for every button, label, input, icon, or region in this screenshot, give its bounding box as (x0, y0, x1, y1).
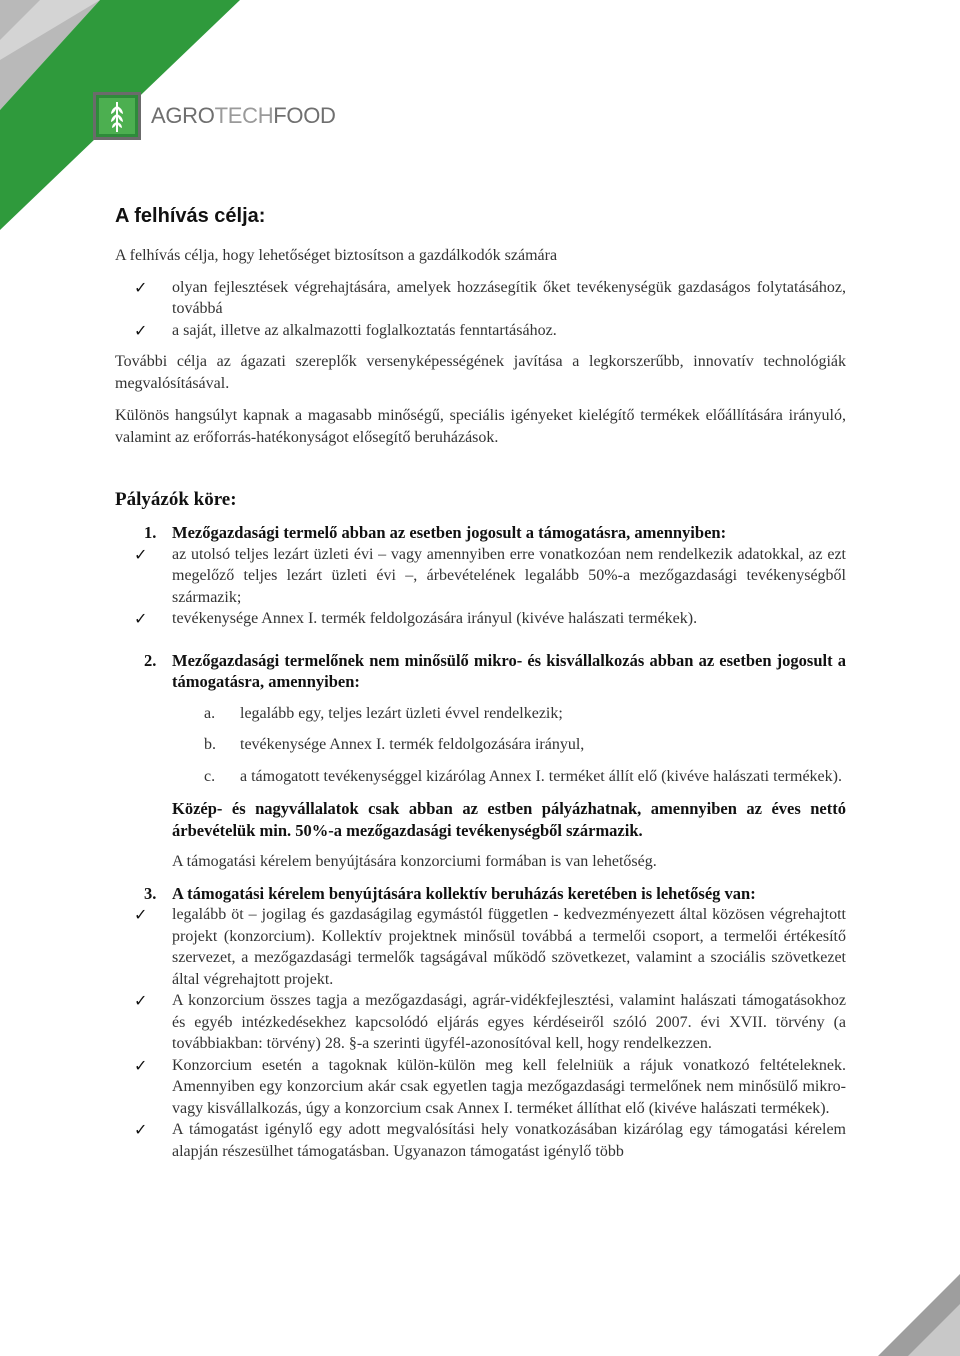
list-item: a. legalább egy, teljes lezárt üzleti évvel rendelkezik; (115, 703, 846, 725)
checkmark-icon: ✓ (134, 320, 148, 340)
corner-decoration-bottom-right (878, 1274, 960, 1356)
section1-intro: A felhívás célja, hogy lehetőséget biztosítson a gazdálkodók számára (115, 247, 558, 264)
item3-number: 3. (144, 883, 157, 903)
section-title-cel: A felhívás célja: (115, 205, 266, 227)
checkmark-icon: ✓ (134, 1120, 148, 1139)
section1-para1: További célja az ágazati szereplők versenyképességének javítása a legkorszerűbb, innovatív technológiák megvalósításával. (115, 353, 846, 392)
section1-checklist (115, 277, 846, 342)
item2-bold-note: Közép- és nagyvállalatok csak abban az estben pályázhatnak, amennyiben az éves nettó árbevételük min. 50%-a mezőgazdasági tevékenységből származik. (172, 799, 846, 840)
checkmark-icon: ✓ (134, 905, 148, 924)
list-item: ✓ legalább öt – jogilag és gazdaságilag egymástól független - kedvezményezett által közösen végrehajtott projekt (konzorcium). Kollektív projektnek minősül továbbá a termelői csoport, a termelői értékesítő szervezet, a mezőgazdasági termelők tagságával működő szövetkezet, valamint a szociális szövetkezet által végrehajtott projekt. (134, 905, 846, 988)
sublist-letter: c. (204, 767, 216, 785)
company-logo (93, 92, 336, 140)
sublist-letter: a. (204, 704, 216, 722)
list-item: ✓ Konzorcium esetén a tagoknak külön-külön meg kell felelniük a rájuk vonatkozó feltételeknek. Amennyiben egy konzorcium akár csak egyetlen tagja mezőgazdasági termelőnek nem minősülő mikro-vagy kisvállalkozás, úgy a konzorcium csak Annex I. terméket állíthat elő (kivéve halászati termékek). (134, 1055, 846, 1117)
checkmark-icon: ✓ (134, 544, 148, 564)
logo-wordmark (151, 103, 336, 129)
checkmark-icon: ✓ (134, 277, 148, 297)
item1-checklist (115, 544, 846, 630)
sublist-letter: b. (204, 736, 216, 753)
list-item: ✓ A konzorcium összes tagja a mezőgazdasági, agrár-vidékfejlesztési, valamint halászati támogatásokhoz és egyéb intézkedésekhez kapcsolódó eljárás egyes kérdéseiről szóló 2007. évi XVII. törvény (a továbbiakban: törvény) 28. §-a szerinti ügyfél-azonosítóval kell, hogy rendelkezzen. (134, 991, 846, 1052)
list-item: b. tevékenysége Annex I. termék feldolgozására irányul, (115, 734, 846, 756)
checkmark-icon: ✓ (134, 609, 148, 628)
list-item: ✓ A támogatást igénylő egy adott megvalósítási hely vonatkozásában kizárólag egy támogatási kérelem alapján részesülhet támogatásban. Ugyanazon támogatást igénylő több (134, 1120, 846, 1160)
item2-sublist (115, 703, 846, 788)
document-body (115, 205, 846, 1162)
item3-checklist (115, 904, 846, 1162)
section1-para2: Különös hangsúlyt kapnak a magasabb minőségű, speciális igényeket kielégítő termékek előállítására irányuló, valamint az erőforrás-hatékonyságot elősegítő beruházások. (115, 407, 846, 446)
item3-heading: 3. A támogatási kérelem benyújtására kollektív beruházás keretében is lehetőség van: (144, 883, 756, 903)
logo-word-agro: AGRO (151, 103, 215, 128)
section-title-palyazok: Pályázók köre: (115, 489, 237, 510)
list-item: ✓ tevékenysége Annex I. termék feldolgozására irányul (kivéve halászati termékek). (134, 609, 698, 628)
list-item: ✓ a saját, illetve az alkalmazotti foglalkoztatás fenntartásához. (134, 320, 557, 340)
list-item: ✓ az utolsó teljes lezárt üzleti évi – vagy amennyiben erre vonatkozóan nem rendelkezik adatokkal, az ezt megelőző teljes lezárt üzleti évi –, árbevételének legalább 50%-a mezőgazdasági tevékenységből származik; (134, 544, 846, 606)
item2-note: A támogatási kérelem benyújtására konzorciumi formában is van lehetőség. (172, 853, 657, 870)
list-item: c. a támogatott tevékenységgel kizárólag Annex I. terméket állít elő (kivéve halászati termékek). (115, 766, 846, 788)
wheat-logo-icon (93, 92, 141, 140)
checkmark-icon: ✓ (134, 991, 148, 1010)
logo-word-tech: TECH (214, 103, 274, 128)
checkmark-icon: ✓ (134, 1055, 148, 1075)
item2-number: 2. (144, 650, 157, 670)
logo-word-food: FOOD (273, 103, 336, 128)
item1-number: 1. (144, 523, 157, 542)
list-item: ✓ olyan fejlesztések végrehajtására, amelyek hozzásegítik őket tevékenységük gazdaságos folytatásához, továbbá (134, 277, 846, 317)
item1-heading: 1. Mezőgazdasági termelő abban az esetben jogosult a támogatásra, amennyiben: (144, 523, 727, 542)
item2-heading: 2. Mezőgazdasági termelőnek nem minősülő mikro- és kisvállalkozás abban az esetben jogosult a támogatásra, amennyiben: (144, 650, 846, 691)
